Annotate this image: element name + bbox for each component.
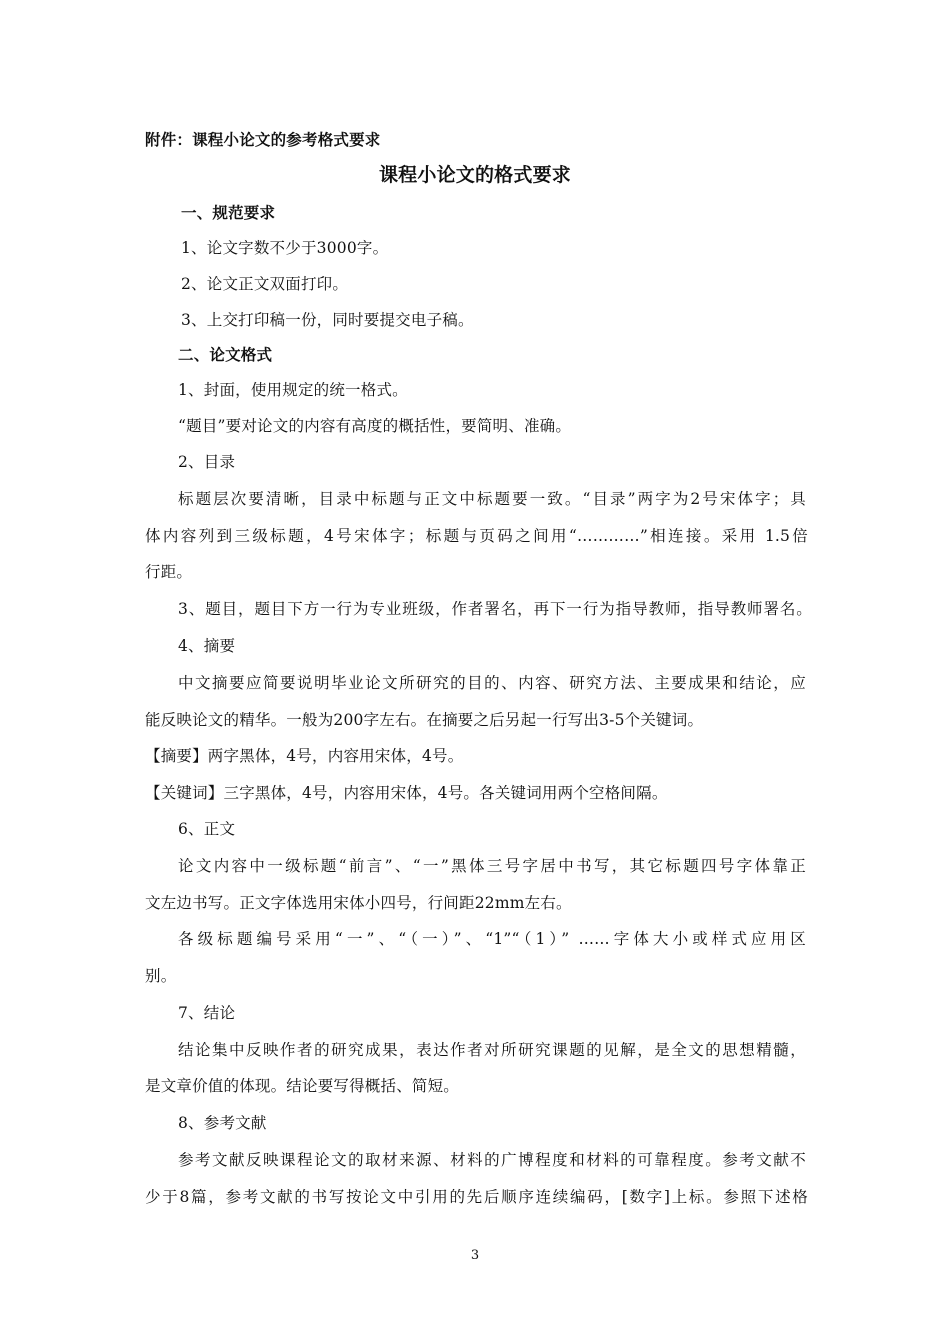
requirement-item-1: 1、论文字数不少于3000字。 [181,239,389,257]
keywords-format: 【关键词】三字黑体，4号，内容用宋体，4号。各关键词用两个空格间隔。 [145,784,668,802]
page-number: 3 [470,1248,480,1263]
attachment-heading: 附件：课程小论文的参考格式要求 [145,131,381,149]
abstract-format: 【摘要】两字黑体，4号，内容用宋体，4号。 [145,747,464,765]
conclusion-heading: 7、结论 [178,1004,236,1022]
toc-paragraph-line-1: 标题层次要清晰，目录中标题与正文中标题要一致。“目录”两字为2号宋体字；具 [178,490,806,508]
references-paragraph-line-1: 参考文献反映课程论文的取材来源、材料的广博程度和材料的可靠程度。参考文献不 [178,1151,806,1169]
requirement-item-2: 2、论文正文双面打印。 [181,275,349,293]
conclusion-paragraph-line-2: 是文章价值的体现。结论要写得概括、简短。 [145,1077,460,1095]
section1-heading: 一、规范要求 [181,204,276,222]
references-heading: 8、参考文献 [178,1114,267,1132]
body-paragraph-line-2: 文左边书写。正文字体选用宋体小四号，行间距22mm左右。 [145,894,572,912]
toc-paragraph-line-3: 行距。 [145,563,193,581]
abstract-heading: 4、摘要 [178,637,236,655]
conclusion-paragraph-line-1: 结论集中反映作者的研究成果，表达作者对所研究课题的见解，是全文的思想精髓， [178,1041,806,1059]
body-heading: 6、正文 [178,820,236,838]
toc-heading: 2、目录 [178,453,236,471]
title-item: 3、题目，题目下方一行为专业班级，作者署名，再下一行为指导教师，指导教师署名。 [178,600,812,618]
cover-note: “题目”要对论文的内容有高度的概括性，要简明、准确。 [178,417,572,435]
body-paragraph-line-4: 别。 [145,967,177,985]
page-title: 课程小论文的格式要求 [378,164,571,186]
abstract-paragraph-line-1: 中文摘要应简要说明毕业论文所研究的目的、内容、研究方法、主要成果和结论，应 [178,674,806,692]
body-paragraph-line-1: 论文内容中一级标题“前言”、“一”黑体三号字居中书写，其它标题四号字体靠正 [178,857,806,875]
cover-item: 1、封面，使用规定的统一格式。 [178,381,408,399]
references-paragraph-line-2: 少于8篇，参考文献的书写按论文中引用的先后顺序连续编码，[数字]上标。参照下述格 [145,1188,808,1206]
abstract-paragraph-line-2: 能反映论文的精华。一般为200字左右。在摘要之后另起一行写出3-5个关键词。 [145,711,704,729]
toc-paragraph-line-2: 体内容列到三级标题，4号宋体字；标题与页码之间用“…………”相连接。采用 1.5倍 [145,527,808,545]
body-paragraph-line-3: 各级标题编号采用“一”、“（一）”、“1”“（1）” ……字体大小或样式应用区 [178,930,806,948]
requirement-item-3: 3、上交打印稿一份，同时要提交电子稿。 [181,311,474,329]
section2-heading: 二、论文格式 [178,346,273,364]
